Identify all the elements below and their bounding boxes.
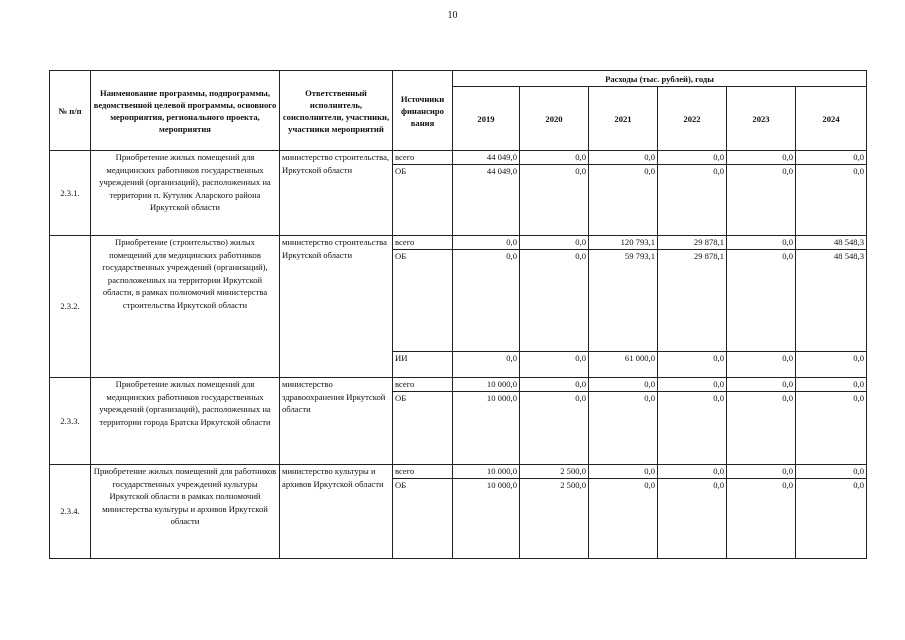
header-year-2020: 2020 (520, 87, 589, 151)
table-body (50, 151, 867, 559)
value-2022: 29 878,1 (658, 250, 727, 352)
value-2022: 0,0 (658, 151, 727, 165)
value-2023: 0,0 (727, 479, 796, 559)
responsible-executor: министерство строительства, Иркутской области (280, 151, 393, 236)
funding-source: ОБ (393, 165, 453, 236)
funding-source: ОБ (393, 479, 453, 559)
value-2022: 0,0 (658, 378, 727, 392)
value-2019: 10 000,0 (453, 378, 520, 392)
value-2024: 48 548,3 (796, 250, 867, 352)
funding-source: всего (393, 465, 453, 479)
value-2021: 59 793,1 (589, 250, 658, 352)
value-2021: 120 793,1 (589, 236, 658, 250)
value-2023: 0,0 (727, 392, 796, 465)
value-2022: 0,0 (658, 479, 727, 559)
value-2019: 10 000,0 (453, 465, 520, 479)
value-2020: 0,0 (520, 352, 589, 378)
table-row (50, 465, 867, 479)
value-2023: 0,0 (727, 250, 796, 352)
header-year-2022: 2022 (658, 87, 727, 151)
value-2024: 48 548,3 (796, 236, 867, 250)
value-2022: 0,0 (658, 352, 727, 378)
value-2020: 2 500,0 (520, 465, 589, 479)
value-2019: 44 049,0 (453, 165, 520, 236)
measure-name: Приобретение (строительство) жилых помещений для медицинских работников государственных учреждений (организаций), расположенных на территории Иркутской области, в рамках полномочий министерства строительства Иркутской области (91, 236, 280, 378)
value-2023: 0,0 (727, 165, 796, 236)
value-2021: 0,0 (589, 465, 658, 479)
value-2024: 0,0 (796, 392, 867, 465)
value-2020: 0,0 (520, 236, 589, 250)
measure-name: Приобретение жилых помещений для медицинских работников государственных учреждений (организаций), расположенных на территории города Братска Иркутской области (91, 378, 280, 465)
value-2024: 0,0 (796, 151, 867, 165)
table-row (50, 236, 867, 250)
value-2024: 0,0 (796, 378, 867, 392)
row-number: 2.3.4. (50, 465, 91, 559)
header-year-2024: 2024 (796, 87, 867, 151)
funding-source: ОБ (393, 392, 453, 465)
value-2023: 0,0 (727, 151, 796, 165)
table-row (50, 378, 867, 392)
value-2020: 0,0 (520, 250, 589, 352)
value-2019: 0,0 (453, 352, 520, 378)
value-2022: 0,0 (658, 165, 727, 236)
header-year-2021: 2021 (589, 87, 658, 151)
value-2019: 0,0 (453, 250, 520, 352)
value-2020: 0,0 (520, 378, 589, 392)
header-expenses: Расходы (тыс. рублей), годы (453, 71, 867, 87)
value-2022: 0,0 (658, 465, 727, 479)
header-num: № п/п (50, 71, 91, 151)
value-2022: 0,0 (658, 392, 727, 465)
value-2024: 0,0 (796, 465, 867, 479)
row-number: 2.3.2. (50, 236, 91, 378)
header-name: Наименование программы, подпрограммы, ведомственной целевой программы, основного мероприятия, регионального проекта, мероприятия (91, 71, 280, 151)
value-2019: 44 049,0 (453, 151, 520, 165)
value-2020: 0,0 (520, 151, 589, 165)
value-2019: 10 000,0 (453, 479, 520, 559)
measure-name: Приобретение жилых помещений для работников государственных учреждений культуры Иркутской области в рамках полномочий министерства культуры и архивов Иркутской области (91, 465, 280, 559)
value-2021: 0,0 (589, 392, 658, 465)
value-2023: 0,0 (727, 378, 796, 392)
value-2020: 0,0 (520, 165, 589, 236)
value-2021: 0,0 (589, 479, 658, 559)
value-2019: 10 000,0 (453, 392, 520, 465)
value-2021: 0,0 (589, 165, 658, 236)
header-year-2023: 2023 (727, 87, 796, 151)
funding-source: всего (393, 236, 453, 250)
budget-table (49, 70, 867, 559)
funding-source: всего (393, 151, 453, 165)
value-2022: 29 878,1 (658, 236, 727, 250)
table-header (50, 71, 867, 151)
responsible-executor: министерство культуры и архивов Иркутской области (280, 465, 393, 559)
row-number: 2.3.3. (50, 378, 91, 465)
value-2023: 0,0 (727, 352, 796, 378)
header-responsible: Ответственный исполнитель, соисполнители, участники, участники мероприятий (280, 71, 393, 151)
value-2024: 0,0 (796, 479, 867, 559)
value-2021: 0,0 (589, 378, 658, 392)
page-number: 10 (447, 10, 458, 21)
value-2024: 0,0 (796, 352, 867, 378)
value-2023: 0,0 (727, 236, 796, 250)
table-row (50, 151, 867, 165)
value-2023: 0,0 (727, 465, 796, 479)
funding-source: ИИ (393, 352, 453, 378)
value-2021: 0,0 (589, 151, 658, 165)
value-2024: 0,0 (796, 165, 867, 236)
measure-name: Приобретение жилых помещений для медицинских работников государственных учреждений (организаций), расположенных на территории п. Кутулик Аларского района Иркутской области (91, 151, 280, 236)
value-2021: 61 000,0 (589, 352, 658, 378)
funding-source: ОБ (393, 250, 453, 352)
responsible-executor: министерство строительства Иркутской области (280, 236, 393, 378)
value-2019: 0,0 (453, 236, 520, 250)
header-year-2019: 2019 (453, 87, 520, 151)
funding-source: всего (393, 378, 453, 392)
value-2020: 0,0 (520, 392, 589, 465)
responsible-executor: министерство здравоохранения Иркутской области (280, 378, 393, 465)
value-2020: 2 500,0 (520, 479, 589, 559)
row-number: 2.3.1. (50, 151, 91, 236)
header-sources: Источники финансиро вания (393, 71, 453, 151)
